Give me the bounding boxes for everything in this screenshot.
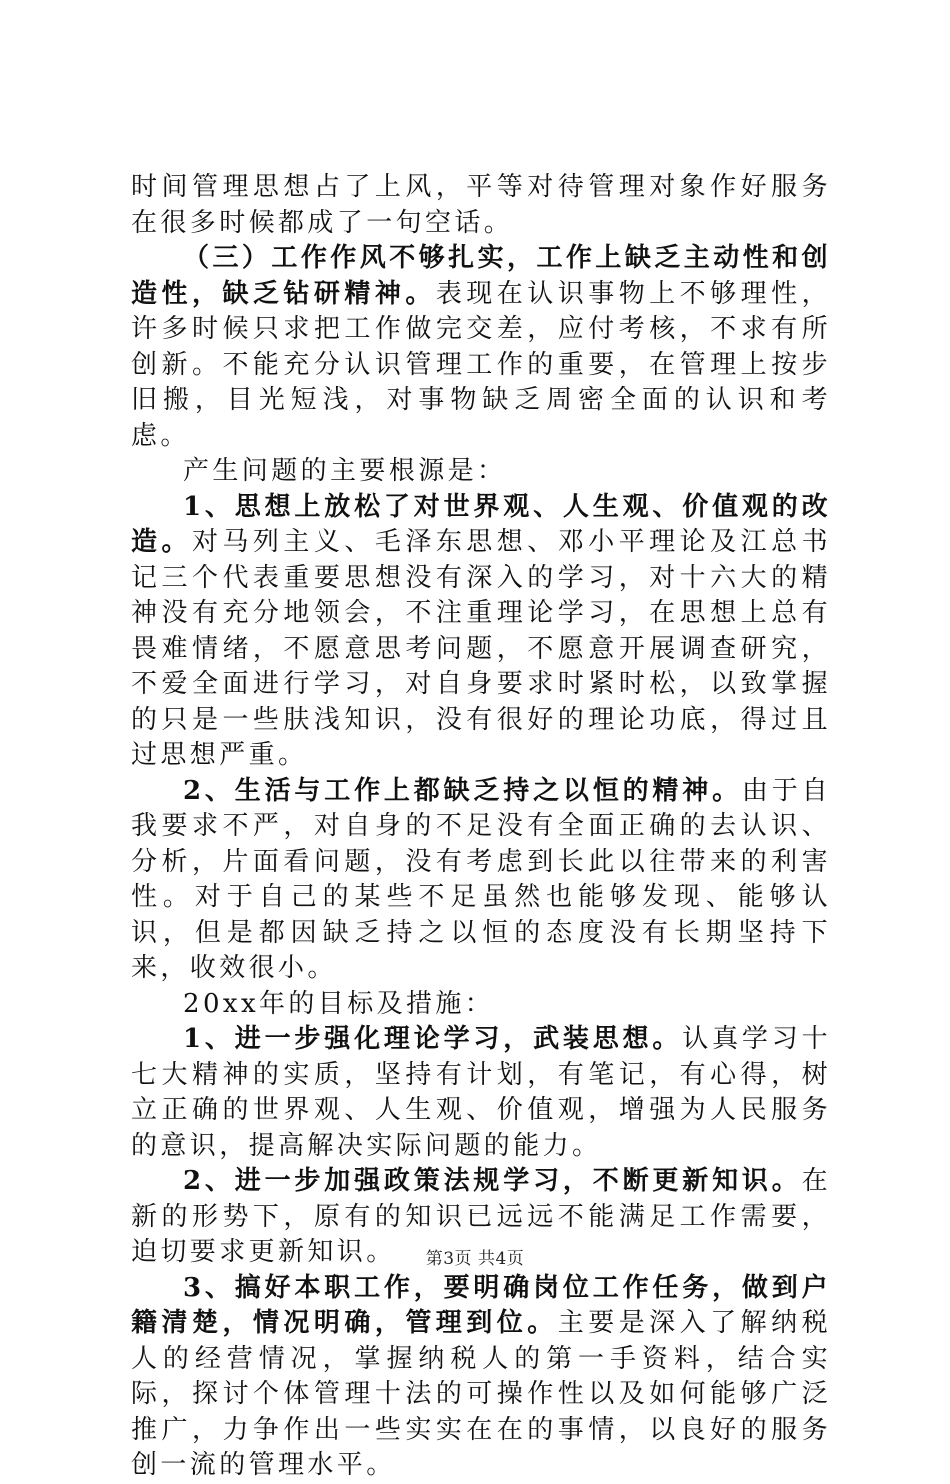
paragraph-text: 由于自我要求不严，对自身的不足没有全面正确的去认识、分析，片面看问题，没有考虑到长此以往带来的利害性。对于自己的某些不足虽然也能够发现、能够认识，但是都因缺乏持之以恒的态度没有长期坚持下来，收效很小。	[131, 775, 831, 983]
paragraph-text: 产生问题的主要根源是：	[183, 456, 507, 486]
paragraph-goals-heading	[131, 987, 831, 1023]
paragraph-lead: 2、进一步加强政策法规学习，不断更新知识。	[183, 1166, 802, 1196]
paragraph-lead: 2、生活与工作上都缺乏持之以恒的精神。	[183, 775, 742, 806]
document-body	[131, 170, 831, 1484]
paragraph-cause-2	[131, 774, 831, 987]
paragraph-text: 认真学习十七大精神的实质，坚持有计划，有笔记，有心得，树立正确的世界观、人生观、价值观，增强为人民服务的意识，提高解决实际问题的能力。	[131, 1024, 831, 1161]
paragraph-lead: （三）工作作风不够扎实，工作上缺乏主动性和创造性，缺乏钻研精神。	[131, 243, 831, 309]
paragraph-continuation	[131, 170, 831, 241]
paragraph-cause-1	[131, 490, 831, 774]
paragraph-goal-3	[131, 1271, 831, 1484]
page-footer	[0, 1244, 950, 1269]
paragraph-root-causes-heading	[131, 454, 831, 490]
paragraph-text: 对马列主义、毛泽东思想、邓小平理论及江总书记三个代表重要思想没有深入的学习，对十六大的精神没有充分地领会，不注重理论学习，在思想上总有畏难情绪，不愿意思考问题，不愿意开展调查研究，不爱全面进行学习，对自身要求时紧时松，以致掌握的只是一些肤浅知识，没有很好的理论功底，得过且过思想严重。	[131, 527, 831, 770]
paragraph-text: 表现在认识事物上不够理性，许多时候只求把工作做完交差，应付考核，不求有所创新。不能充分认识管理工作的重要，在管理上按步旧搬，目光短浅，对事物缺乏周密全面的认识和考虑。	[131, 278, 831, 451]
page-number-label: 第3页 共4页	[425, 1249, 525, 1269]
paragraph-work-style	[131, 241, 831, 454]
paragraph-text: 主要是深入了解纳税人的经营情况，掌握纳税人的第一手资料，结合实际，探讨个体管理十法的可操作性以及如何能够广泛推广，力争作出一些实实在在的事情，以良好的服务创一流的管理水平。	[131, 1308, 831, 1480]
paragraph-text: 在新的形势下，原有的知识已远远不能满足工作需要，迫切要求更新知识。	[131, 1166, 831, 1267]
paragraph-lead: 1、思想上放松了对世界观、人生观、价值观的改造。	[131, 491, 831, 557]
paragraph-lead: 1、进一步强化理论学习，武装思想。	[183, 1024, 683, 1054]
paragraph-text: 20xx年的目标及措施：	[183, 988, 495, 1019]
paragraph-goal-1	[131, 1022, 831, 1164]
paragraph-lead: 3、搞好本职工作，要明确岗位工作任务，做到户籍清楚，情况明确，管理到位。	[131, 1272, 831, 1338]
paragraph-text: 时间管理思想占了上风，平等对待管理对象作好服务在很多时候都成了一句空话。	[131, 172, 831, 238]
